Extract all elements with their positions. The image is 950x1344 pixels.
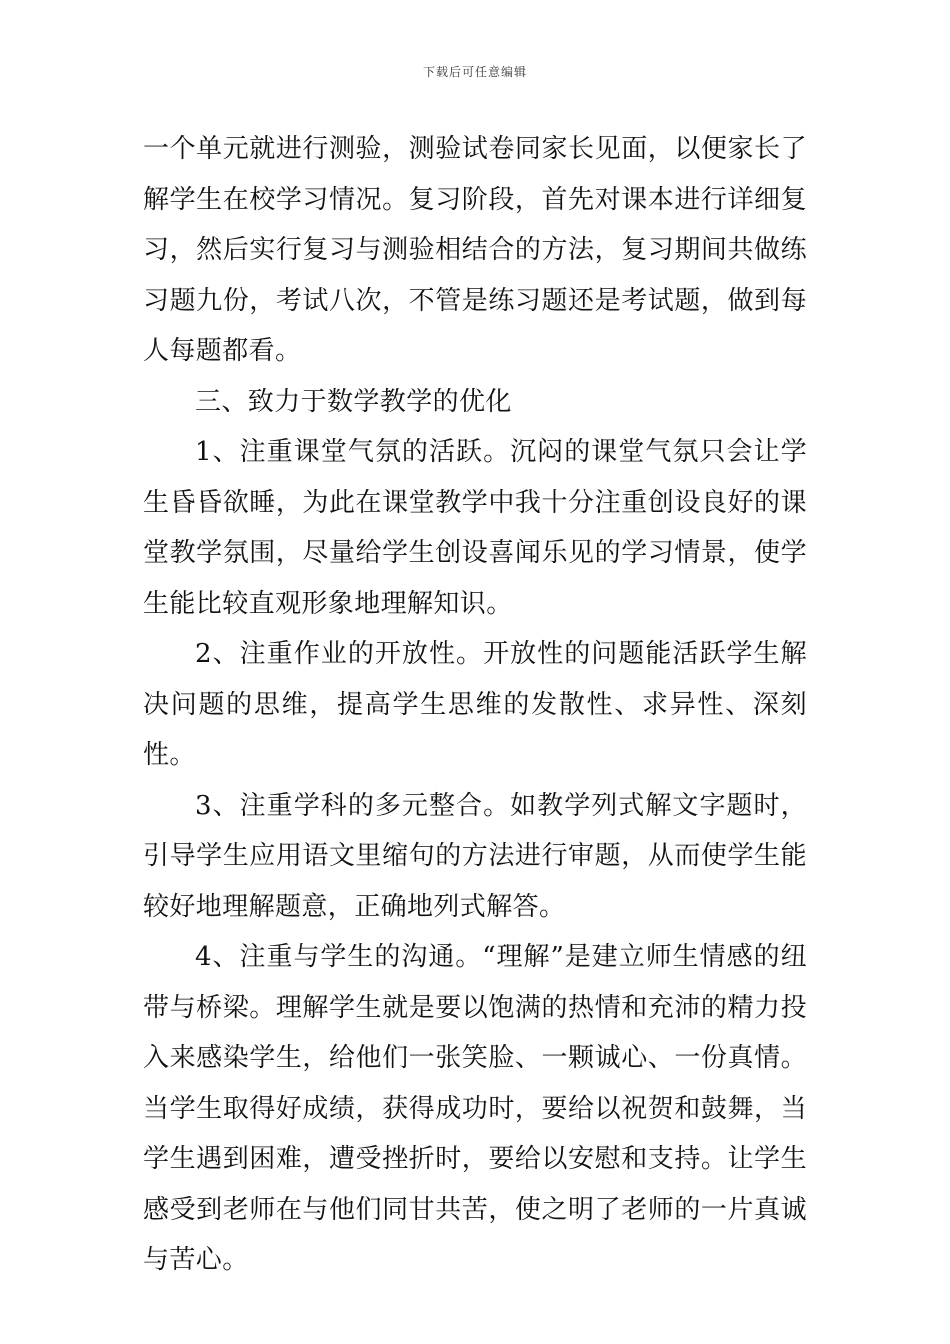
section-heading: 三、致力于数学教学的优化 — [195, 386, 512, 417]
paragraph-item-3: 3、注重学科的多元整合。如教学列式解文字题时，引导学生应用语文里缩句的方法进行审题，从而使学生能较好地理解题意，正确地列式解答。 — [143, 790, 807, 922]
paragraph-continuation: 一个单元就进行测验，测验试卷同家长见面，以便家长了解学生在校学习情况。复习阶段，首先对课本进行详细复习，然后实行复习与测验相结合的方法，复习期间共做练习题九份，考试八次，不管是练习题还是考试题，做到每人每题都看。 — [143, 134, 807, 366]
paragraph-item-1: 1、注重课堂气氛的活跃。沉闷的课堂气氛只会让学生昏昏欲睡，为此在课堂教学中我十分注重创设良好的课堂教学氛围，尽量给学生创设喜闻乐见的学习情景，使学生能比较直观形象地理解知识。 — [143, 437, 807, 619]
document-body — [143, 124, 807, 1286]
paragraph-item-2: 2、注重作业的开放性。开放性的问题能活跃学生解决问题的思维，提高学生思维的发散性、求异性、深刻性。 — [143, 639, 807, 770]
page-header-note: 下载后可任意编辑 — [422, 65, 527, 79]
paragraph-item-4: 4、注重与学生的沟通。“理解”是建立师生情感的纽带与桥梁。理解学生就是要以饱满的热情和充沛的精力投入来感染学生，给他们一张笑脸、一颗诚心、一份真情。当学生取得好成绩，获得成功时，要给以祝贺和鼓舞，当学生遇到困难，遭受挫折时，要给以安慰和支持。让学生感受到老师在与他们同甘共苦，使之明了老师的一片真诚与苦心。 — [143, 942, 807, 1275]
